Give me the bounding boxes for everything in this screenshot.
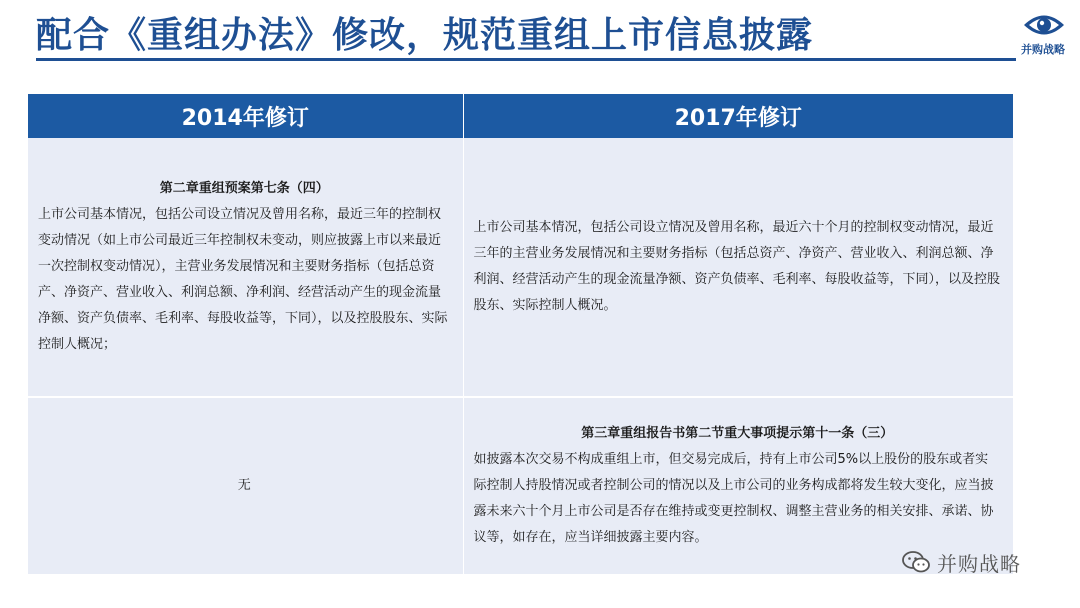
eye-icon xyxy=(1022,10,1066,40)
wechat-icon xyxy=(901,550,931,574)
title-bar xyxy=(0,0,1080,66)
table-cell-2017 xyxy=(463,138,1013,397)
logo-text: 并购战略 xyxy=(1021,43,1065,56)
clause-text: 无 xyxy=(237,478,251,493)
table-header-row xyxy=(28,94,1013,138)
clause-heading: 第二章重组预案第七条（四） xyxy=(159,181,329,196)
table-cell-2014 xyxy=(28,138,463,397)
column-header-2017: 2017年修订 xyxy=(463,94,1013,138)
clause-text: 如披露本次交易不构成重组上市，但交易完成后，持有上市公司5%以上股份的股东或者实际控制人持股情况或者控制公司的情况以及上市公司的业务构成都将发生较大变化，应当披露未来六十个月上市公司是否存在维持或变更控制权、调整主营业务的相关安排、承诺、协议等，如存在，应当详细披露主要内容。 xyxy=(473,452,994,545)
slide-title: 配合《重组办法》修改，规范重组上市信息披露 xyxy=(36,15,814,56)
table-row xyxy=(28,397,1013,575)
clause-text: 上市公司基本情况，包括公司设立情况及曾用名称，最近三年的控制权变动情况（如上市公司最近三年控制权未变动，则应披露上市以来最近一次控制权变动情况），主营业务发展情况和主要财务指标（包括总资产、净资产、营业收入、利润总额、净利润、经营活动产生的现金流量净额、资产负债率、毛利率、每股收益等，下同），以及控股股东、实际控制人概况； xyxy=(38,207,448,352)
column-header-2014: 2014年修订 xyxy=(28,94,463,138)
clause-heading: 第三章重组报告书第二节重大事项提示第十一条（三） xyxy=(581,426,894,441)
table-cell-2014 xyxy=(28,397,463,575)
clause-text: 上市公司基本情况，包括公司设立情况及曾用名称，最近六十个月的控制权变动情况，最近三年的主营业务发展情况和主要财务指标（包括总资产、净资产、营业收入、利润总额、净利润、经营活动产生的现金流量净额、资产负债率、毛利率、每股收益等，下同），以及控股股东、实际控制人概况。 xyxy=(473,220,1001,313)
brand-logo xyxy=(1012,6,1074,58)
watermark xyxy=(901,547,1021,577)
comparison-table xyxy=(28,94,1013,576)
table-row xyxy=(28,138,1013,397)
title-underline xyxy=(36,58,1016,61)
watermark-text: 并购战略 xyxy=(937,551,1021,576)
